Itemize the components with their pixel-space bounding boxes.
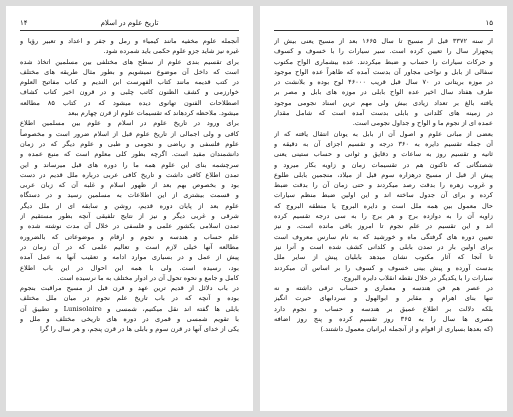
right-page bbox=[260, 6, 507, 411]
text-line: دانشمندان مفید است. اگرچه بطور کلی معلوم است که منبع عمده و bbox=[20, 150, 239, 159]
text-line: اند و این تقسیم در علم نجوم تا امروز باقی مانده است، و نیز bbox=[274, 222, 493, 231]
text-line: بدست آورده و پیش بینی خسوف و کسوف را بر اساس آن میکردند bbox=[274, 263, 493, 272]
text-line: حال معمول بین همه ملل است و دایره البروج یا منطقه البروج که bbox=[274, 201, 493, 210]
text-line: در کتب قدیمه مانند کتاب الفهرست ابن الندیم و کتاب مفاتیح العلوم bbox=[20, 78, 239, 87]
text-line: و غروب زهره را بدقت رصد میکردند و حتی زمان آن را بدقت ضبط bbox=[274, 181, 493, 190]
running-title: تاریخ علوم در اسلام bbox=[100, 19, 159, 27]
text-line: تا آنجا که آثار مکتوب نشان میدهد بابلیان پیش از سایر ملل bbox=[274, 253, 493, 262]
text-line: علوم فلسفی و ریاضی و نجومی و طبی و علوم دیگر که در زمان bbox=[20, 139, 239, 148]
text-line: شصتگانی که تاکنون هم در تقسیمات زمان و زاویه بکار میرود و bbox=[274, 160, 493, 169]
text-line: تمدن اسلامی بکشور علمی و فلسفی در خلال آن مدت نوشته شده و bbox=[20, 222, 239, 231]
text-line: برای اولین بار در تمدن بابلی و کلدانی کشف شده است و آنرا نیز bbox=[274, 242, 493, 251]
text-line: کرده و برای آن جدول ساخته اند و این اولین ضبط منظم سیارات bbox=[274, 191, 493, 200]
text-line: برای تقسیم بندی علوم از سطح های مختلفی بین مسلمین اتخاذ شده bbox=[20, 57, 239, 66]
text-line: بود و بخصوص بهم بعد از ظهور اسلام و غلبه آن که زبان عربی bbox=[20, 181, 239, 190]
text-line: شرقی و غربی دیگر و نیز از نتایج تلفیقی آنچه بطور مستقیم از bbox=[20, 212, 239, 221]
text-line: تعیین دوره های گرفتگی ماه و خورشید که به نام سارس معروف است bbox=[274, 232, 493, 241]
text-line: در عصر هم فن هندسه و معماری و حساب ترقی داشته و نه bbox=[274, 284, 493, 293]
text-line: کامل و جامع و نحوه تحول آن در ادوار مختلف به ما نرسیده است. bbox=[57, 273, 239, 282]
text-line: علوم بعد از پایان دوره قدیم، روشن و سابقه ای از ملل دیگر bbox=[20, 201, 239, 210]
text-line: تمدن اطلاع کافی داشت و تاریخ کافی عربی درباره ملل قدیم در دست bbox=[20, 170, 239, 179]
text-line: پنجهزار سال را تعیین کرده است. سیر سیارات را با خسوف و کسوف bbox=[274, 47, 493, 56]
text-line: زاویه آن را به دوازده برج و هر برج را به سی درجه تقسیم کرده bbox=[274, 212, 493, 221]
left-page-header bbox=[20, 18, 239, 31]
text-line: (که بعدها بسیاری از اقوام و از آنجمله ایرانیان معمول داشتند.) bbox=[320, 325, 493, 334]
text-line: در زمینه های کلدانی و بابلی بدست آمده است که شامل مقدار bbox=[274, 109, 493, 118]
text-line: یکی از خدای آنها در قرن سوم و بابلی ها در قرن پنجم، و هر سال را گرا bbox=[39, 325, 239, 334]
text-line: طرف هفتاد سال اخیر عده الواح بابلی در موزه های بابل و مصر بر bbox=[274, 88, 493, 97]
right-page-number: ۱۵ bbox=[485, 19, 493, 27]
text-line: میشود. ملاحظه کردهاند که تقسیمات علوم از قرن چهارم ببعد bbox=[68, 109, 239, 118]
text-line: اصطلاحات الفنون تهانوی دیده میشود که در کتاب ۸۵ مطالعه bbox=[20, 98, 239, 107]
left-page-body bbox=[20, 36, 239, 401]
text-line: است که داخل آن موضوع نمیشویم و بطور مثال طریقه های مختلف bbox=[20, 67, 239, 76]
text-line: کافی و ولی اجمالی از تاریخ علوم قبل از اسلام ضرور است و مخصوصاً bbox=[20, 129, 239, 138]
text-line: غیره نیز شاید جزو علوم حکمی باید شمرده شود. bbox=[103, 47, 239, 56]
text-line: عمده ای از نجوم ما و الواح و جداول نجومی است. bbox=[352, 119, 493, 128]
text-line: بوده و آنچه که در باب تاریخ علم نجوم در میان ملل مختلف bbox=[20, 294, 239, 303]
text-line: در باب دلائل از قدیم ترین عهد و قرن قبل از مسیح مراقبت بنجوم bbox=[20, 284, 239, 293]
text-line: ثانیه و تقسیم روز به ساعات و دقایق و ثوانی و حساب ستینی یعنی bbox=[274, 150, 493, 159]
text-line: سفالی از بابل و نواحی مجاور آن بدست آمده که ظاهراً عده الواح موجود bbox=[274, 67, 493, 76]
right-page-header bbox=[274, 18, 493, 31]
text-line: در موزه بریتانی در ۷۰ سال قبل قریب ۴۶۰۰۰ لوح بوده و بلانشت در bbox=[274, 78, 493, 87]
text-line: از سنه ۳۳۷۲ قبل از مسیح تا سال ۱۶۶۵ بعد از مسیح یعنی بیش از bbox=[274, 37, 493, 45]
text-line: و حرکات سیارات را حساب و ضبط میکردند. عده بیشماری الواح مکتوب bbox=[274, 57, 493, 66]
left-page bbox=[6, 6, 253, 411]
text-line: برای ورود در تاریخ علوم در اسلام و علوم بین مسلمین اطلاع bbox=[20, 119, 239, 128]
text-line: سیارات را با یکدیگر در خلال نقطه انقلاب دایره البروج. bbox=[341, 273, 493, 282]
text-line: پیش از عمل و در بسیاری موارد ادامه و تعقیب آنها به عمل آمده bbox=[20, 253, 239, 262]
text-line: و قسمت بیشتری از این اطلاعات به مسلمین رسید و در دستگاه bbox=[20, 191, 239, 200]
text-line: بلکه دلالت بر اطلاع عمیق بر هندسه و حساب و نجوم دارد bbox=[274, 304, 493, 313]
text-line: بود، رسیده است. ولی با همه این احوال در این باب اطلاع bbox=[20, 263, 239, 272]
text-line: آنجمله علوم مخفیه مانند کیمیاء و رمل و جفر و اعداد و تعبیر رؤیا و bbox=[20, 37, 239, 45]
text-line: مطالعه آنها خیلی لازم است و تعالیم علمی که در آن زمان در bbox=[20, 242, 239, 251]
text-line: بابلی ها گفته اند نقل میکنیم، شمسی و Lunisolaire و تطبیق آن bbox=[20, 304, 239, 313]
text-line: بعضی از مبانی علوم و اصول آن از بابل به یونان انتقال یافته که از bbox=[274, 129, 493, 138]
text-line: یافته بالغ بر تعداد زیادی بیش ولی مهم ترین اسناد نجومی موجود bbox=[274, 98, 493, 107]
text-line: سرچشمه بنای این علوم همه ما را دوره های قبل میرساند و این bbox=[20, 160, 239, 169]
right-page-body bbox=[274, 36, 493, 401]
left-page-number: ۱۴ bbox=[20, 19, 28, 27]
text-line: خوارزمی و کشف الظنون کاتب چلبی و در قرون اخیر کتاب کشاف bbox=[20, 88, 239, 97]
text-line: مصری ها سال را به ۳۶۵ روز تقسیم کرده و پنج روز اضافه bbox=[274, 315, 493, 324]
text-line: با تقویم شمسی و قمری در دوره های تاریخی مختلف و ملل و bbox=[20, 315, 239, 324]
text-line: تنها بنای اهرام و مقابر و ابوالهول و سردابهای حیرت انگیز bbox=[274, 294, 493, 303]
text-line: آن جمله تقسیم دایره به ۳۶۰ درجه و تقسیم اجزای آن به دقیقه و bbox=[274, 139, 493, 148]
text-line: علم حساب و هندسه و نجوم و ارقام و موضوعاتی که بالضروره bbox=[20, 232, 239, 241]
text-line: پیش از قبل از مسیح درهزاره سوم قبل از میلاد، منجمین بابلی طلوع bbox=[274, 170, 493, 179]
